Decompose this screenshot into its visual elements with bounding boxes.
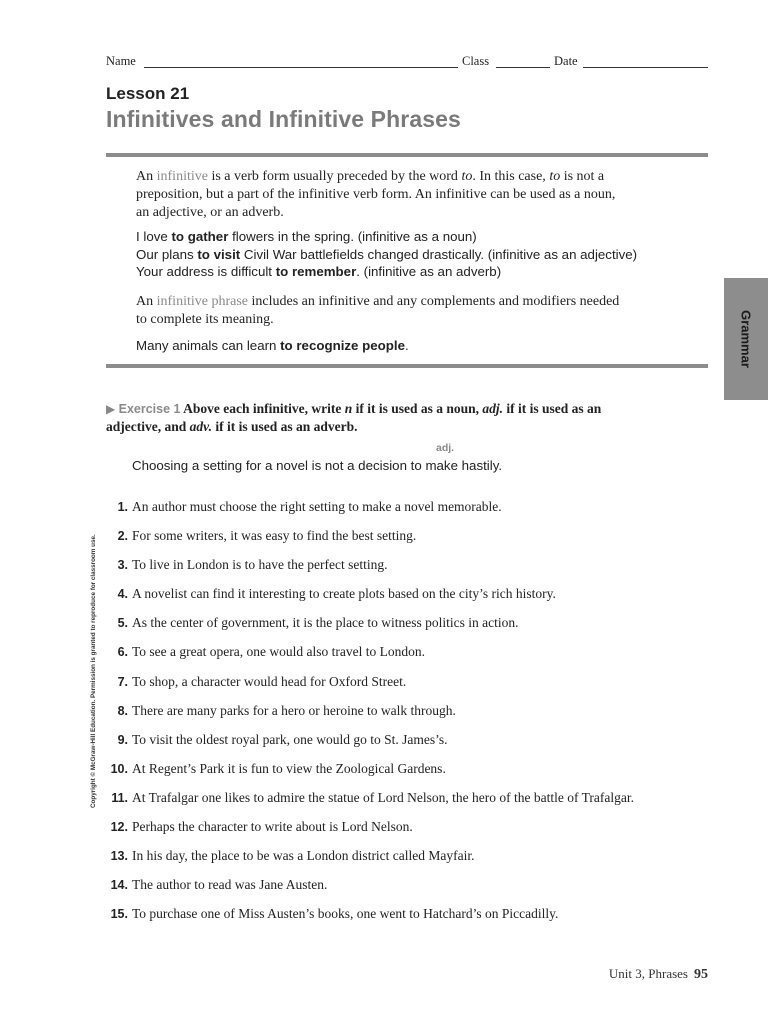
def2-line-2: to complete its meaning. xyxy=(136,312,274,327)
example-text: Your address is difficult xyxy=(136,264,276,279)
infinitive-examples xyxy=(136,228,696,281)
exercise-label: Exercise 1 xyxy=(118,402,181,416)
exercise-item[interactable] xyxy=(106,527,706,556)
example-line xyxy=(136,246,696,264)
term-infinitive-phrase: infinitive phrase xyxy=(156,294,248,309)
item-number: 2. xyxy=(117,529,128,544)
item-number: 7. xyxy=(117,674,128,689)
page-number: 95 xyxy=(694,967,708,982)
exercise-item[interactable] xyxy=(106,556,706,585)
item-text: There are many parks for a hero or heroine to walk through. xyxy=(132,702,456,718)
infinitive-definition xyxy=(136,168,676,222)
example-annotation: adj. xyxy=(436,442,455,454)
item-number: 10. xyxy=(110,761,128,776)
example-text: . (infinitive as an adverb) xyxy=(356,264,502,279)
instruction-text: if it is used as an adverb. xyxy=(212,419,358,434)
class-label: Class xyxy=(462,54,490,68)
infinitive-phrase-example xyxy=(136,337,696,355)
instruction-italic: adj. xyxy=(482,401,504,416)
exercise-item[interactable] xyxy=(106,905,706,934)
bottom-rule xyxy=(106,364,708,368)
item-text: As the center of government, it is the place to witness politics in action. xyxy=(132,615,519,631)
item-text: For some writers, it was easy to find the best setting. xyxy=(132,528,417,544)
example-sentence: Choosing a setting for a novel is not a decision to make hastily. xyxy=(132,458,503,473)
footer-unit: Unit 3, Phrases xyxy=(608,966,688,981)
example-text: . xyxy=(405,338,409,353)
def-text: includes an infinitive and any complements and modifiers needed xyxy=(248,294,620,309)
example-line xyxy=(136,337,696,355)
def-line-2: preposition, but a part of the infinitive verb form. An infinitive can be used as a noun, xyxy=(136,187,616,202)
item-text: A novelist can find it interesting to create plots based on the city’s rich history. xyxy=(132,586,556,602)
date-label: Date xyxy=(554,54,578,68)
exercise-item[interactable] xyxy=(106,760,706,789)
item-text: To visit the oldest royal park, one would go to St. James’s. xyxy=(132,731,448,747)
page-footer xyxy=(609,966,708,983)
example-text: Civil War battlefields changed drastically. (infinitive as an adjective) xyxy=(240,246,638,262)
instruction-text: if it is used as an xyxy=(503,401,602,416)
item-text: To see a great opera, one would also travel to London. xyxy=(132,644,425,660)
example-line xyxy=(136,228,696,246)
date-blank[interactable] xyxy=(583,67,708,68)
header-fields xyxy=(106,54,708,70)
def-italic-to: to xyxy=(549,169,561,184)
copyright-notice: Copyright © McGraw-Hill Education. Permission is granted to reproduce for classroom use. xyxy=(90,534,97,808)
term-infinitive: infinitive xyxy=(156,169,208,184)
item-text: To purchase one of Miss Austen’s books, one went to Hatchard’s on Piccadilly. xyxy=(132,906,559,922)
name-blank[interactable] xyxy=(144,67,458,68)
item-number: 14. xyxy=(110,878,128,893)
class-blank[interactable] xyxy=(496,67,550,68)
exercise-item[interactable] xyxy=(106,643,706,672)
exercise-marker-icon: ▶ xyxy=(106,402,116,416)
item-text: The author to read was Jane Austen. xyxy=(132,877,328,893)
lesson-title: Infinitives and Infinitive Phrases xyxy=(106,106,461,132)
def-text: . In this case, xyxy=(472,169,550,184)
exercise-item[interactable] xyxy=(106,614,706,643)
example-line xyxy=(136,263,696,281)
item-number: 1. xyxy=(117,500,128,514)
def-italic-to: to xyxy=(461,169,473,184)
item-text: To live in London is to have the perfect setting. xyxy=(132,557,388,573)
exercise-item[interactable] xyxy=(106,585,706,614)
item-text: At Regent’s Park it is fun to view the Zoological Gardens. xyxy=(132,760,446,776)
item-number: 13. xyxy=(110,849,128,864)
instruction-italic: adv. xyxy=(189,419,212,434)
item-text: At Trafalgar one likes to admire the statue of Lord Nelson, the hero of the battle of Trafalgar. xyxy=(132,789,634,805)
instruction-text: Above each infinitive, write xyxy=(183,401,345,416)
item-number: 6. xyxy=(117,645,128,660)
item-text: In his day, the place to be was a London district called Mayfair. xyxy=(132,848,475,864)
exercise-item[interactable] xyxy=(106,789,706,818)
def-text: is a verb form usually preceded by the word xyxy=(207,169,462,184)
def-text: is not a xyxy=(560,169,605,184)
item-number: 5. xyxy=(117,616,128,631)
item-number: 12. xyxy=(110,820,128,835)
def-text: An xyxy=(136,169,157,184)
item-number: 3. xyxy=(117,558,128,573)
example-infinitive: to remember xyxy=(275,264,357,279)
exercise-instructions xyxy=(106,400,666,436)
item-text: To shop, a character would head for Oxford Street. xyxy=(132,673,407,689)
infinitive-phrase-definition xyxy=(136,293,676,329)
grammar-side-tab xyxy=(724,278,768,400)
example-text: flowers in the spring. (infinitive as a noun) xyxy=(228,229,477,244)
exercise-items xyxy=(106,498,706,934)
instruction-text: adjective, and xyxy=(106,419,190,434)
example-text: Many animals can learn xyxy=(136,338,281,353)
example-text: I love xyxy=(136,229,172,244)
exercise-item[interactable] xyxy=(106,876,706,905)
item-number: 9. xyxy=(117,732,128,747)
exercise-item[interactable] xyxy=(106,673,706,702)
example-infinitive: to gather xyxy=(171,229,229,244)
instruction-italic: n xyxy=(344,401,353,416)
top-rule xyxy=(106,153,708,157)
item-number: 8. xyxy=(117,703,128,718)
name-label: Name xyxy=(106,54,136,68)
exercise-item[interactable] xyxy=(106,702,706,731)
lesson-number: Lesson 21 xyxy=(106,84,190,103)
def-line-3: an adjective, or an adverb. xyxy=(136,205,284,220)
item-number: 4. xyxy=(117,587,128,602)
item-number: 15. xyxy=(110,907,128,922)
instruction-text: if it is used as a noun, xyxy=(352,401,483,416)
def-text: An xyxy=(136,294,157,309)
item-number: 11. xyxy=(111,790,128,805)
exercise-item[interactable] xyxy=(106,847,706,876)
exercise-item[interactable] xyxy=(106,498,706,527)
item-text: Perhaps the character to write about is Lord Nelson. xyxy=(132,819,413,835)
exercise-item[interactable] xyxy=(106,731,706,760)
side-tab-label: Grammar xyxy=(738,310,754,368)
exercise-item[interactable] xyxy=(106,818,706,847)
example-infinitive: to visit xyxy=(197,246,241,262)
item-text: An author must choose the right setting to make a novel memorable. xyxy=(132,499,502,514)
example-text: Our plans xyxy=(136,246,198,262)
example-infinitive-phrase: to recognize people xyxy=(280,338,405,353)
